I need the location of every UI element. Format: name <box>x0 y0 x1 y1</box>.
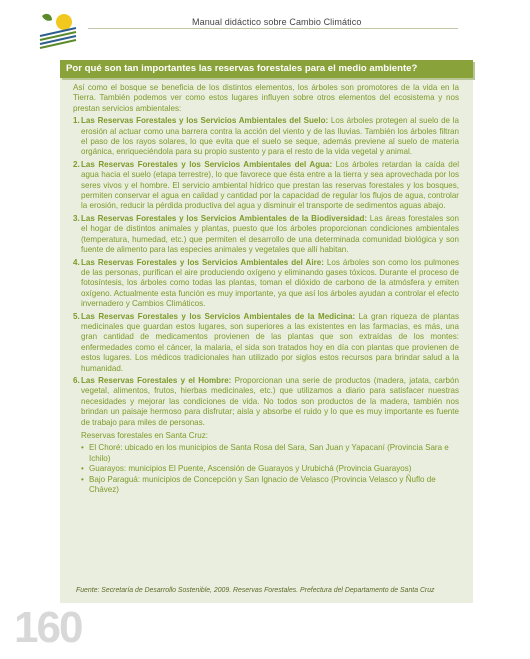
bullet-icon: • <box>81 474 84 484</box>
item-number: 4. <box>73 257 80 267</box>
section-title: Por qué son tan importantes las reservas forestales para el medio ambiente? <box>60 60 473 78</box>
list-item <box>73 475 459 496</box>
item-title: Las Reservas Forestales y los Servicios Ambientales de la Biodiversidad: <box>81 213 368 223</box>
list-item <box>73 214 459 256</box>
bullet-icon: • <box>81 443 84 453</box>
bullet-icon: • <box>81 464 84 474</box>
item-number: 1. <box>73 116 80 126</box>
item-text: Los árboles retardan la caída del agua hacia el suelo (etapa terrestre), lo que favorece que ésta entre a la tierra y sea aprovechada por los seres vivos y el hombre. El servicio ambiental hídrico que prestan las reservas forestales y los bosques, permiten conservar el agua en calidad y cantidad por la capacidad de regular los flujos de agua, controlar la erosión, reducir la pérdida productiva del agua y disminuir el transporte de sedimentos aguas abajo. <box>81 159 459 211</box>
item-title: Las Reservas Forestales y los Servicios Ambientales de la Medicina: <box>81 311 356 321</box>
logo-icon <box>38 10 78 50</box>
list-item <box>73 116 459 158</box>
item-text: Los árboles son como los pulmones de las personas, purifican el aire produciendo oxígeno y eliminando gases tóxicos. Durante el proceso de fotosíntesis, los árboles como todas las plantas, toman el dióxido de carbono de la atmósfera y emiten oxígeno. Actualmente esta función es muy importante, ya que así los árboles ayudan a controlar el efecto invernadero y Cambios Climáticos. <box>81 257 460 309</box>
item-text: Las áreas forestales son el hogar de distintos animales y plantas, puesto que los árboles proporcionan condiciones ambientales (temperatura, humedad, etc.) que permiten el desarrollo de una determinada comunidad biológica y son fuente de alimento para las especies animales y vegetales que allí habitan. <box>81 213 459 255</box>
item-title: Las Reservas Forestales y los Servicios Ambientales del Aire: <box>81 257 324 267</box>
list-item <box>73 464 459 474</box>
reserves-list <box>73 443 459 495</box>
item-number: 5. <box>73 311 80 321</box>
page-number: 160 <box>14 603 82 652</box>
item-body <box>81 116 459 158</box>
header-rule <box>88 28 458 29</box>
reserve-text: El Choré: ubicado en los municipios de Santa Rosa del Sara, San Juan y Yapacaní (Provincia Sara e Ichilo) <box>89 443 449 463</box>
intro-paragraph: Así como el bosque se beneficia de los distintos elementos, los árboles son promotores de la vida en la Tierra. También podemos ver como estos lugares influyen sobre otros elementos del ecosistema y nos prestan servicios ambientales: <box>73 83 459 113</box>
item-title: Las Reservas Forestales y los Servicios Ambientales del Suelo: <box>81 116 329 126</box>
item-body <box>81 214 459 256</box>
source-note: Fuente: Secretaría de Desarrollo Sostenible, 2009. Reservas Forestales. Prefectura del Departamento de Santa Cruz <box>76 587 435 594</box>
item-body <box>81 160 459 212</box>
item-text: Los árboles protegen al suelo de la erosión al actuar como una barrera contra la acción del viento y de las lluvias. También los árboles filtran el paso de los rayos solares, lo que evita que el suelo se seque, además previene al suelo de materia orgánica, enriqueciéndola para su propio sustento y para el resto de la vida vegetal y animal. <box>81 116 459 157</box>
item-body <box>81 376 459 428</box>
list-item <box>73 258 459 310</box>
item-text: Proporcionan una serie de productos (madera, jatata, carbón vegetal, alimentos, frutos, hierbas medicinales, etc.) que utilizamos a diario para satisfacer nuestras necesidades y mejorar las condiciones de vida. No todos son productos de la madera, también nos brindan un paisaje hermoso para disfrutar; aisla y absorbe el ruido y lo que es muy importante es fuente de trabajo para miles de personas. <box>81 375 459 427</box>
reserves-title: Reservas forestales en Santa Cruz: <box>81 431 209 440</box>
item-title: Las Reservas Forestales y el Hombre: <box>81 375 232 385</box>
item-number: 3. <box>73 213 80 223</box>
item-number: 2. <box>73 159 80 169</box>
item-body <box>81 258 459 310</box>
list-item <box>73 443 459 464</box>
item-body <box>81 312 459 374</box>
reserve-text: Bajo Paraguá: municipios de Concepción y San Ignacio de Velasco (Provincia Velasco y Ñuflo de Chávez) <box>89 474 436 495</box>
item-number: 6. <box>73 375 80 385</box>
page-header-title: Manual didáctico sobre Cambio Climático <box>192 17 362 27</box>
list-item <box>73 312 459 374</box>
list-item <box>73 160 459 212</box>
item-text: La gran riqueza de plantas medicinales que guardan estos lugares, son superiores a las existentes en las farmacias, es más, una gran cantidad de medicamentos provienen de las plantas que son extraídas de los montes: enfermedades como el cáncer, la malaria, el sida son tratados hoy en día con plantas que provienen de estos lugares. Los médicos tradicionales han utilizado por siglos estos recursos para brindar salud a la humanidad. <box>81 311 460 373</box>
list-item <box>73 376 459 428</box>
reserve-text: Guarayos: municipios El Puente, Ascensión de Guarayos y Urubichá (Provincia Guarayos) <box>89 464 412 474</box>
content-body <box>73 83 459 495</box>
item-title: Las Reservas Forestales y los Servicios Ambientales del Agua: <box>81 159 333 169</box>
